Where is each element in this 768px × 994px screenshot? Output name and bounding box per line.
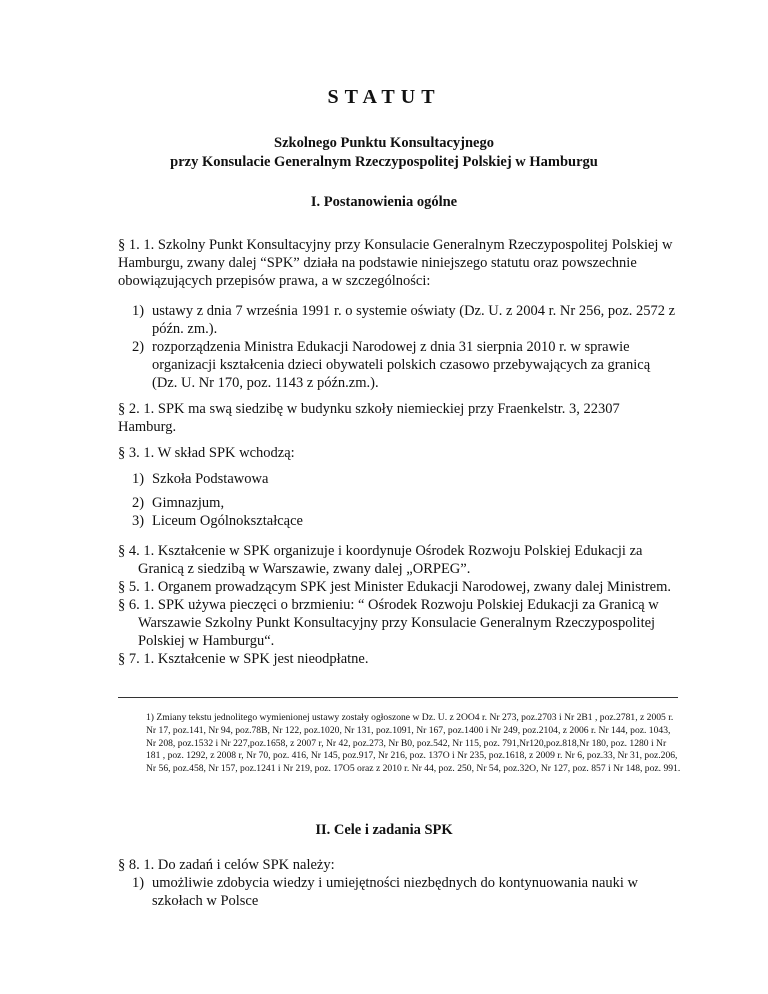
paragraph-2: § 2. 1. SPK ma swą siedzibę w budynku szkoły niemieckiej przy Fraenkelstr. 3, 22307 Hamburg. [118, 401, 620, 435]
section-1-heading: I. Postanowienia ogólne [310, 194, 458, 210]
section-1-body [118, 236, 678, 668]
list-item: 3) Liceum Ogólnokształcące [132, 513, 303, 529]
list-item: 1) umożliwie zdobycia wiedzy i umiejętności niezbędnych do kontynuowania nauki w szkołach w Polsce [132, 875, 639, 909]
paragraph-6: § 6. 1. SPK używa pieczęci o brzmieniu: “ Ośrodek Rozwoju Polskiej Edukacji za Granicą w Warszawie Szkolny Punkt Konsultacyjny przy Konsulacie Generalnym Rzeczypospolitej Polskiej w Hamburgu“. [118, 597, 659, 649]
paragraph-3: § 3. 1. W skład SPK wchodzą: [118, 445, 295, 461]
subtitle-line-2: przy Konsulacie Generalnym Rzeczypospolitej Polskiej w Hamburgu [170, 154, 598, 170]
goals-list [118, 874, 678, 910]
section-2-body [118, 856, 678, 910]
footnote-text: Zmiany tekstu jednolitego wymienionej ustawy zostały ogłoszone w Dz. U. z 2OO4 r. Nr 273, poz.2703 i Nr 2B1 , poz.2781, z 2005 r. Nr 17, poz.141, Nr 94, poz.78B, Nr 122, poz.1020, Nr 131, poz.1091, Nr 167, poz.1400 i Nr 249, poz.2104, z 2006 r. Nr 144, poz. 1043, Nr 208, poz.1532 i Nr 227,poz.1658, z 2007 r, Nr 42, poz.273, Nr B0, poz.542, Nr 115, poz. 791,Nr120,poz.818,Nr 180, poz. 1280 i Nr 181 , poz. 1292, z 2008 r, Nr 70, poz. 416, Nr 145, poz.917, Nr 216, poz. 137O i Nr 235, poz.1618, z 2009 r. Nr 6, poz.33, Nr 31, poz.206, Nr 56, poz.458, Nr 157, poz.1241 i Nr 219, poz. 17O5 oraz z 2010 r. Nr 44, poz. 250, Nr 54, poz.32O, Nr 127, poz. 857 i Nr 148, poz. 991. [146, 712, 681, 775]
document-title: STATUT [327, 86, 441, 108]
footnote-marker: 1) [146, 712, 154, 723]
paragraph-7: § 7. 1. Kształcenie w SPK jest nieodpłatne. [118, 651, 369, 667]
footnote-divider [118, 697, 678, 698]
list-item: 2) Gimnazjum, [132, 495, 225, 511]
footnote [146, 712, 682, 776]
document-subtitle [0, 134, 768, 172]
paragraph-8: § 8. 1. Do zadań i celów SPK należy: [118, 857, 335, 873]
paragraph-5: § 5. 1. Organem prowadzącym SPK jest Minister Edukacji Narodowej, zwany dalej Ministrem. [118, 579, 672, 595]
paragraph-1: § 1. 1. Szkolny Punkt Konsultacyjny przy Konsulacie Generalnym Rzeczypospolitej Polskiej w Hamburgu, zwany dalej “SPK” działa na podstawie niniejszego statutu oraz powszechnie obowiązujących przepisów prawa, a w szczególności: [118, 237, 673, 289]
list-item: 1) ustawy z dnia 7 września 1991 r. o systemie oświaty (Dz. U. z 2004 r. Nr 256, poz. 2572 z późn. zm.). [132, 303, 676, 337]
paragraph-4: § 4. 1. Kształcenie w SPK organizuje i koordynuje Ośrodek Rozwoju Polskiej Edukacji za Granicą z siedzibą w Warszawie, zwany dalej „ORPEG”. [118, 543, 643, 577]
section-2-heading: II. Cele i zadania SPK [315, 822, 453, 838]
list-item: 2) rozporządzenia Ministra Edukacji Narodowej z dnia 31 sierpnia 2010 r. w sprawie organizacji kształcenia dzieci obywateli polskich czasowo przebywających za granicą (Dz. U. Nr 170, poz. 1143 z późn.zm.). [132, 339, 651, 391]
list-item: 1) Szkoła Podstawowa [132, 471, 269, 487]
subtitle-line-1: Szkolnego Punktu Konsultacyjnego [274, 135, 494, 151]
legal-basis-list [118, 302, 678, 392]
schools-list [118, 470, 678, 530]
